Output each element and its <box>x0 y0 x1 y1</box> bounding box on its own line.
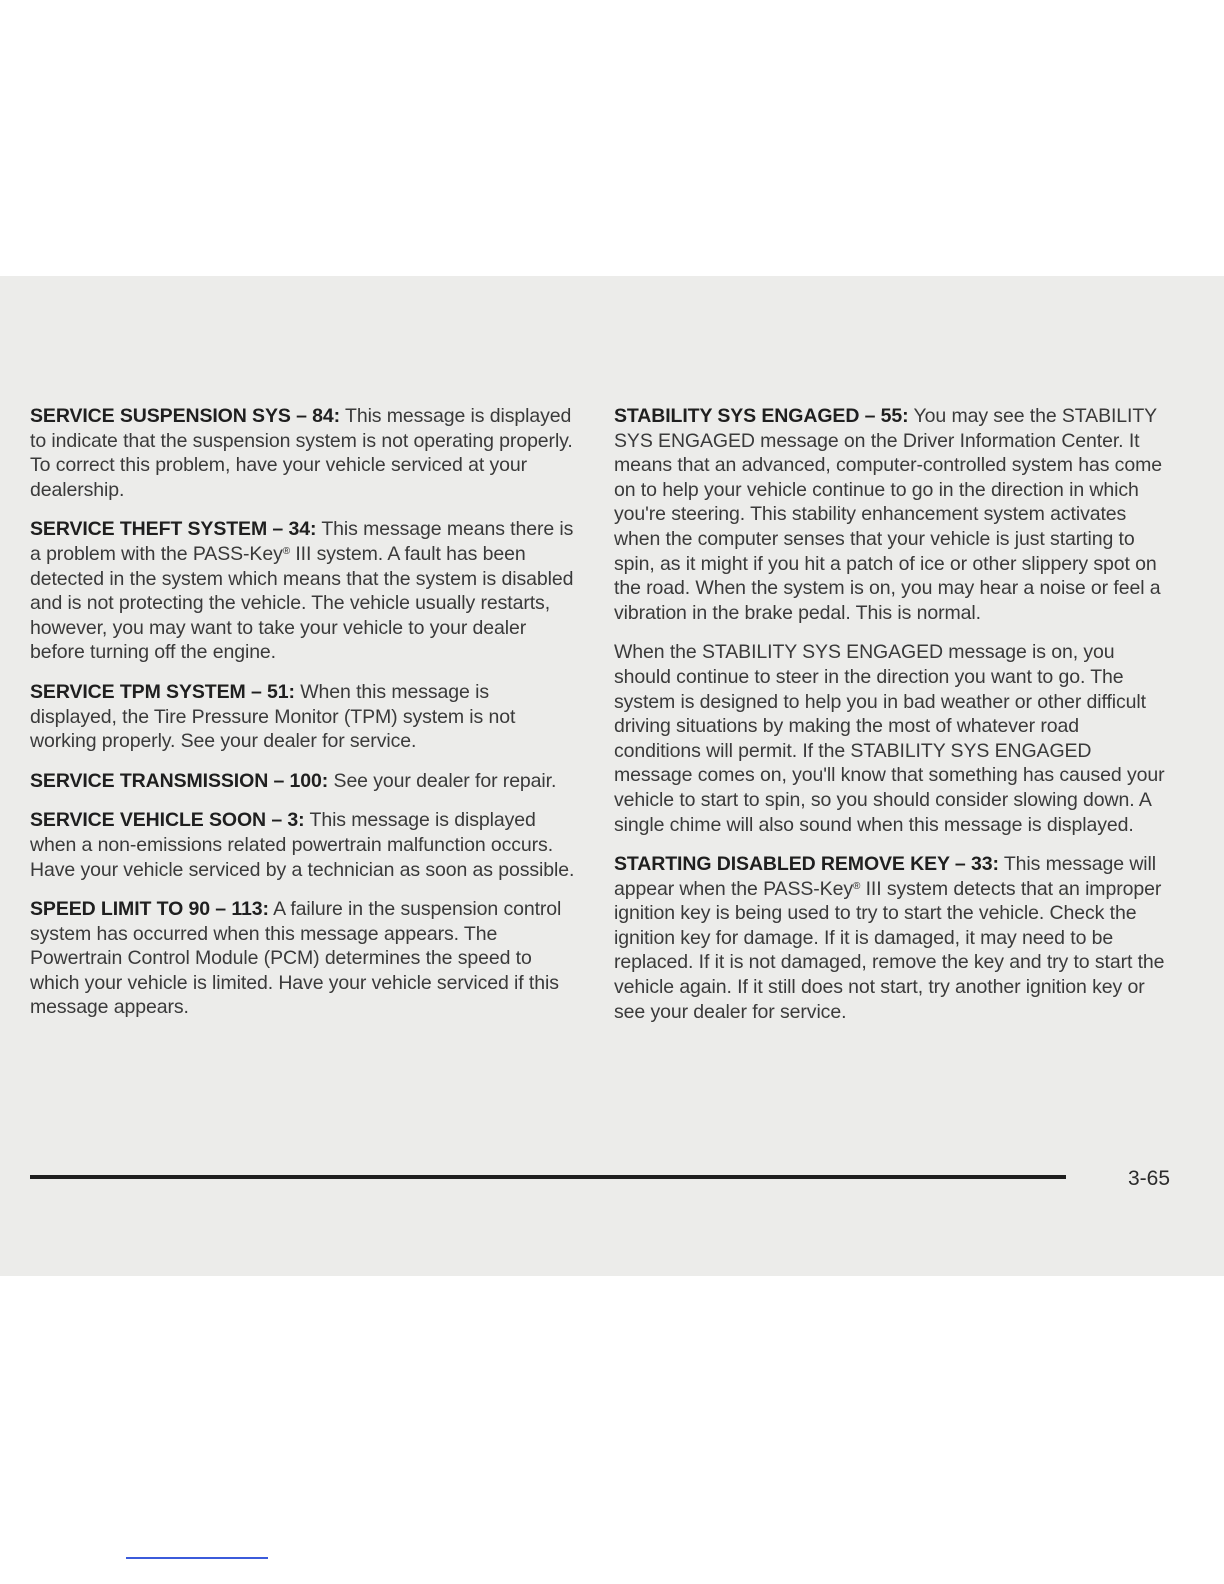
entry-paragraph <box>30 404 578 502</box>
entry-service-vehicle-soon <box>30 808 578 882</box>
entry-body: When this message is displayed, the Tire Pressure Monitor (TPM) system is not working properly. See your dealer for service. <box>30 680 516 753</box>
entry-paragraph <box>30 769 578 794</box>
entry-service-suspension <box>30 404 578 502</box>
entry-heading: SERVICE TRANSMISSION – 100: <box>30 769 329 792</box>
entry-paragraph <box>30 808 578 882</box>
entry-service-transmission <box>30 769 578 794</box>
entry-paragraph <box>30 517 578 665</box>
entry-body: A failure in the suspension control system has occurred when this message appears. The Powertrain Control Module (PCM) determines the speed to which your vehicle is limited. Have your vehicle serviced if this message appears. <box>30 898 562 1019</box>
registered-mark: ® <box>282 545 291 557</box>
left-column <box>30 404 578 1035</box>
right-column <box>614 404 1170 1039</box>
entry-service-tpm <box>30 680 578 754</box>
entry-heading: STARTING DISABLED REMOVE KEY – 33: <box>614 853 999 876</box>
entry-body: See your dealer for repair. <box>333 769 557 792</box>
footer-link-underline[interactable] <box>126 1557 268 1559</box>
entry-heading: SPEED LIMIT TO 90 – 113: <box>30 898 269 921</box>
entry-body: You may see the STABILITY SYS ENGAGED message on the Driver Information Center. It means that an advanced, computer-controlled system has come on to help your vehicle continue to go in the direction in which you're steering. This stability enhancement system activates when the computer senses that your vehicle is just starting to spin, as it might if you hit a patch of ice or other slippery spot on the road. When the system is on, you may hear a noise or feel a vibration in the brake pedal. This is normal. <box>614 405 1162 624</box>
entry-paragraph <box>614 404 1170 625</box>
entry-stability-sys-engaged <box>614 404 1170 625</box>
registered-mark: ® <box>852 880 861 892</box>
entry-body-start: This message will appear when the PASS-Key <box>614 853 1157 900</box>
entry-body-end: III system detects that an improper ignition key is being used to try to start the vehicle. Check the ignition key for damage. If it is damaged, it may need to be replaced. If it is not damaged, remove the key and try to start the vehicle again. If it still does not start, try another ignition key or see your dealer for service. <box>614 877 1165 1023</box>
entry-body: This message is displayed to indicate that the suspension system is not operating properly. To correct this problem, have your vehicle serviced at your dealership. <box>30 405 573 501</box>
entry-body: This message is displayed when a non-emissions related powertrain malfunction occurs. Have your vehicle serviced by a technician as soon as possible. <box>30 809 575 881</box>
entry-body-end: III system. A fault has been detected in the system which means that the system is disabled and is not protecting the vehicle. The vehicle usually restarts, however, you may want to take your vehicle to your dealer before turning off the engine. <box>30 542 574 664</box>
entry-heading: SERVICE TPM SYSTEM – 51: <box>30 680 295 703</box>
entry-heading: SERVICE THEFT SYSTEM – 34: <box>30 518 317 541</box>
entry-paragraph <box>614 640 1170 837</box>
entry-paragraph <box>30 680 578 754</box>
footer-rule <box>30 1175 1066 1179</box>
entry-speed-limit <box>30 897 578 1020</box>
entry-body-start: This message means there is a problem with the PASS-Key <box>30 518 574 565</box>
entry-heading: SERVICE VEHICLE SOON – 3: <box>30 809 305 832</box>
entry-stability-continuation <box>614 640 1170 837</box>
entry-paragraph <box>614 852 1170 1024</box>
entry-body: When the STABILITY SYS ENGAGED message is on, you should continue to steer in the direction you want to go. The system is designed to help you in bad weather or other difficult driving situations by making the most of whatever road conditions will permit. If the STABILITY SYS ENGAGED message comes on, you'll know that something has caused your vehicle to start to spin, so you should consider slowing down. A single chime will also sound when this message is displayed. <box>614 641 1165 836</box>
entry-paragraph <box>30 897 578 1020</box>
page-number: 3-65 <box>1127 1167 1170 1190</box>
entry-heading: STABILITY SYS ENGAGED – 55: <box>614 405 909 427</box>
entry-heading: SERVICE SUSPENSION SYS – 84: <box>30 405 341 427</box>
entry-service-theft <box>30 517 578 665</box>
entry-starting-disabled <box>614 852 1170 1024</box>
